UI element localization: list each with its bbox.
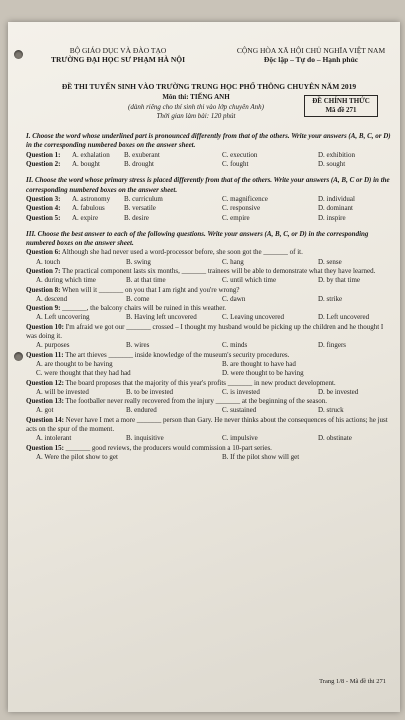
option-b: B. to be invested <box>126 387 174 396</box>
option-d: D. obstinate <box>318 434 352 443</box>
option-c: C. minds <box>222 341 248 350</box>
option-a: A. fabulous <box>72 204 105 213</box>
question-label: Question 14: <box>26 415 64 424</box>
option-d: D. sense <box>318 257 342 266</box>
question-text: _______ good reviews, the producers would commission a 10-part series. <box>65 443 272 452</box>
option-d: D. sought <box>318 160 346 168</box>
option-a: A. expire <box>72 213 99 222</box>
ministry-name: BỘ GIÁO DỤC VÀ ĐÀO TẠO <box>69 46 167 55</box>
question-text: _______, the balcony chairs will be ruined in this weather. <box>62 304 227 313</box>
option-c: C. were thought that they had had <box>36 369 131 378</box>
option-c: C. impulsive <box>222 434 258 443</box>
option-a: A. intolerant <box>36 434 72 443</box>
question-11 <box>26 351 392 360</box>
badge-line-1: ĐỀ CHÍNH THỨC <box>312 97 370 106</box>
option-c: C. execution <box>222 150 258 159</box>
question-10 <box>26 323 392 341</box>
option-d: D. dominant <box>318 204 353 213</box>
option-a: A. are thought to be having <box>36 359 113 368</box>
question-label: Question 11: <box>26 350 64 359</box>
option-a: A. Were the pilot show to get <box>36 452 118 461</box>
option-a: A. bought <box>72 160 100 168</box>
option-b: B. versatile <box>124 204 156 213</box>
question-label: Question 13: <box>26 397 64 406</box>
question-13-options <box>26 406 392 415</box>
option-b: B. come <box>126 294 150 303</box>
option-d: D. inspire <box>318 213 346 222</box>
option-b: B. inquisitive <box>126 434 164 443</box>
official-badge <box>304 95 378 117</box>
question-8-options <box>26 295 392 304</box>
exam-content <box>26 22 392 712</box>
option-a: A. exhalation <box>72 150 110 159</box>
question-label: Question 7: <box>26 266 61 275</box>
question-label: Question 15: <box>26 443 64 452</box>
section-3-instruction: III. Choose the best answer to each of the following questions. Write your answers (A, B, C, or D) in the corresponding numbered boxes on the answer sheet. <box>26 229 369 248</box>
question-label: Question 10: <box>26 322 64 331</box>
country-name: CỘNG HÒA XÃ HỘI CHỦ NGHĨA VIỆT NAM <box>236 46 386 55</box>
option-d: D. be invested <box>318 387 359 396</box>
option-b: B. exuberant <box>124 150 160 159</box>
option-c: C. responsive <box>222 204 261 213</box>
option-d: D. strike <box>318 294 343 303</box>
option-b: B. endured <box>126 406 157 415</box>
exam-sheet <box>8 22 400 712</box>
option-b: B. If the pilot show will get <box>222 452 300 461</box>
question-12 <box>26 379 392 388</box>
university-name: TRƯỜNG ĐẠI HỌC SƯ PHẠM HÀ NỘI <box>50 55 186 65</box>
exam-note: (dành riêng cho thí sinh thi vào lớp chuyên Anh) <box>127 103 264 112</box>
question-1 <box>26 151 392 160</box>
question-14-options <box>26 434 392 443</box>
option-d: D. fingers <box>318 341 346 350</box>
exam-time: Thời gian làm bài: 120 phút <box>156 112 236 121</box>
question-text: The practical component lasts six months, _______ trainees will be able to demonstrate what they have learned. <box>62 266 376 275</box>
page-footer: Trang 1/8 - Mã đề thi 271 <box>319 677 386 685</box>
option-a: A. astronomy <box>72 194 111 203</box>
badge-line-2: Mã đề 271 <box>325 106 357 115</box>
question-9 <box>26 304 392 313</box>
punch-hole <box>14 352 23 361</box>
option-b: B. desire <box>124 213 149 222</box>
option-d: D. struck <box>318 406 344 415</box>
option-c: C. sustained <box>222 406 257 415</box>
option-a: A. will be invested <box>36 387 89 396</box>
question-label: Question 9: <box>26 304 61 313</box>
question-10-options <box>26 341 392 350</box>
option-b: B. Having left uncovered <box>126 313 197 322</box>
question-label: Question 8: <box>26 285 61 294</box>
option-c: C. fought <box>222 160 249 168</box>
option-c: C. empire <box>222 213 250 222</box>
question-14 <box>26 416 392 434</box>
question-12-options <box>26 388 392 397</box>
question-7 <box>26 267 392 276</box>
question-text: Although she had never used a word-processor before, she soon got the _______ of it. <box>61 248 303 257</box>
question-11-options-ab <box>26 360 392 369</box>
option-d: D. exhibition <box>318 150 355 159</box>
question-label: Question 6: <box>26 248 61 257</box>
question-label: Question 3: <box>26 194 61 203</box>
question-15 <box>26 444 392 453</box>
national-block <box>216 46 400 64</box>
question-5 <box>26 214 392 223</box>
option-b: B. swing <box>126 257 151 266</box>
option-d: D. were thought to be having <box>222 369 304 378</box>
section-2-instruction: II. Choose the word whose primary stress is placed differently from that of the others. Write your answers (A, B, C or D) in the corresponding numbered boxes on the answer sheet. <box>26 176 390 194</box>
option-c: C. is invested <box>222 387 260 396</box>
question-text: The board proposes that the majority of this year's profits _______ in new product development. <box>65 378 336 387</box>
option-a: A. during which time <box>36 276 96 285</box>
question-6 <box>26 248 392 257</box>
national-motto: Độc lập – Tự do – Hạnh phúc <box>263 55 359 65</box>
question-4 <box>26 204 392 213</box>
question-2 <box>26 160 392 169</box>
question-label: Question 4: <box>26 204 61 213</box>
option-b: B. wires <box>126 341 150 350</box>
option-a: A. purposes <box>36 341 70 350</box>
question-9-options <box>26 313 392 322</box>
option-c: C. hang <box>222 257 244 266</box>
question-6-options <box>26 258 392 267</box>
option-d: D. by that time <box>318 276 360 285</box>
question-label: Question 12: <box>26 378 64 387</box>
option-d: D. individual <box>318 194 355 203</box>
option-b: B. at that time <box>126 276 166 285</box>
option-c: C. until which time <box>222 276 277 285</box>
option-a: A. descend <box>36 294 68 303</box>
exam-title: ĐỀ THI TUYỂN SINH VÀO TRƯỜNG TRUNG HỌC PHỔ THÔNG CHUYÊN NĂM 2019 <box>61 82 357 91</box>
issuer-block <box>38 46 198 64</box>
option-c: C. magnificence <box>222 194 268 203</box>
question-text: I'm afraid we got our _______ crossed – I thought my husband would be picking up the children and he thought I was doing it. <box>26 322 384 340</box>
question-label: Question 1: <box>26 150 61 159</box>
question-text: The art thieves _______ inside knowledge of the museum's security procedures. <box>65 350 290 359</box>
question-text: The footballer never really recovered from the injury _______ at the beginning of the season. <box>65 397 327 406</box>
option-b: B. are thought to have had <box>222 359 296 368</box>
question-text: Never have I met a more _______ person than Gary. He never thinks about the consequences of his actions; he just acts on the spur of the moment. <box>26 415 388 433</box>
question-label: Question 5: <box>26 213 61 222</box>
option-d: D. Left uncovered <box>318 313 370 322</box>
question-8 <box>26 286 392 295</box>
option-a: A. touch <box>36 257 61 266</box>
question-13 <box>26 397 392 406</box>
exam-subject: Môn thi: TIẾNG ANH <box>162 93 230 102</box>
question-7-options <box>26 276 392 285</box>
question-3 <box>26 195 392 204</box>
question-label: Question 2: <box>26 160 61 168</box>
document-header <box>26 22 392 80</box>
punch-hole <box>14 50 23 59</box>
option-b: B. curriculum <box>124 194 163 203</box>
option-a: A. Left uncovering <box>36 313 90 322</box>
question-15-options <box>26 453 392 462</box>
section-1-instruction: I. Choose the word whose underlined part is pronounced differently from that of the others. Write your answers (A, B, C, or D) in the corresponding numbered boxes on the answer sheet. <box>26 132 391 150</box>
question-11-options-cd <box>26 369 392 378</box>
option-c: C. dawn <box>222 294 246 303</box>
exam-info <box>26 91 392 125</box>
option-a: A. got <box>36 406 54 415</box>
option-b: B. drought <box>124 160 154 168</box>
option-c: C. Leaving uncovered <box>222 313 285 322</box>
question-text: When will it _______ on you that I am right and you're wrong? <box>62 285 240 294</box>
